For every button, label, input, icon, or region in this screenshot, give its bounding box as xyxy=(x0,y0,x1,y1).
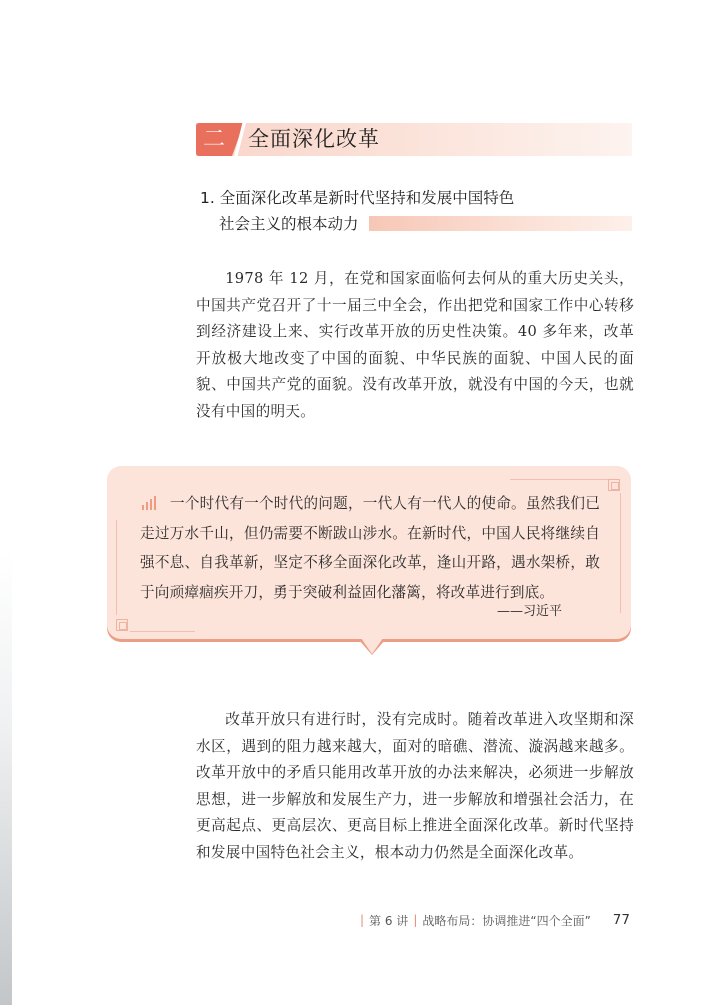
section-title: 全面深化改革 xyxy=(248,127,380,151)
page-footer xyxy=(355,910,630,930)
page-number: 77 xyxy=(612,912,630,928)
quote-text: 一个时代有一个时代的问题，一代人有一代人的使命。虽然我们已走过万水千山，但仍需要不断跋山涉水。在新时代，中国人民将继续自强不息、自我革新，坚定不移全面深化改革，逢山开路，遇水架桥，敢于向顽瘴痼疾开刀，勇于突破利益固化藩篱，将改革进行到底。 xyxy=(140,495,600,601)
section-header xyxy=(196,123,632,156)
footer-divider: | xyxy=(413,913,418,927)
subsection-heading-line1: 1. 全面深化改革是新时代坚持和发展中国特色 xyxy=(200,189,515,207)
quote-frame-line-right xyxy=(620,493,621,613)
quote-frame-line-bottom xyxy=(130,631,195,632)
quote-frame-line-left xyxy=(116,520,117,615)
footer-lecture: 第 6 讲 xyxy=(369,913,409,928)
quote-author: ——习近平 xyxy=(497,604,563,619)
subsection-decor-bar xyxy=(369,216,632,231)
fret-corner-ornament-bottom-left-icon xyxy=(116,619,128,631)
footer-divider: | xyxy=(360,913,365,927)
fret-corner-ornament-top-right-icon xyxy=(608,479,620,491)
page-edge-shadow xyxy=(0,0,12,1005)
subsection-heading-line2: 社会主义的根本动力 xyxy=(219,215,359,233)
body-paragraph-2: 改革开放只有进行时，没有完成时。随着改革进入攻坚期和深水区，遇到的阻力越来越大，面对的暗礁、潜流、漩涡越来越多。改革开放中的矛盾只能用改革开放的办法来解决，必须进一步解放思想，进一步解放和发展生产力，进一步解放和增强社会活力，在更高起点、更高层次、更高目标上推进全面深化改革。新时代坚持和发展中国特色社会主义，根本动力仍然是全面深化改革。 xyxy=(196,711,634,861)
footer-chapter-title: 战略布局：协调推进“四个全面” xyxy=(422,913,591,928)
quote-frame-line-top xyxy=(510,479,610,480)
body-paragraph-1: 1978 年 12 月，在党和国家面临何去何从的重大历史关头，中国共产党召开了十一届三中全会，作出把党和国家工作中心转移到经济建设上来、实行改革开放的历史性决策。40 多年来，改革开放极大地改变了中国的面貌、中华民族的面貌、中国人民的面貌、中国共产党的面貌。没有改革开放，就没有中国的今天，也就没有中国的明天。 xyxy=(196,270,634,420)
section-number: 二 xyxy=(202,127,225,152)
